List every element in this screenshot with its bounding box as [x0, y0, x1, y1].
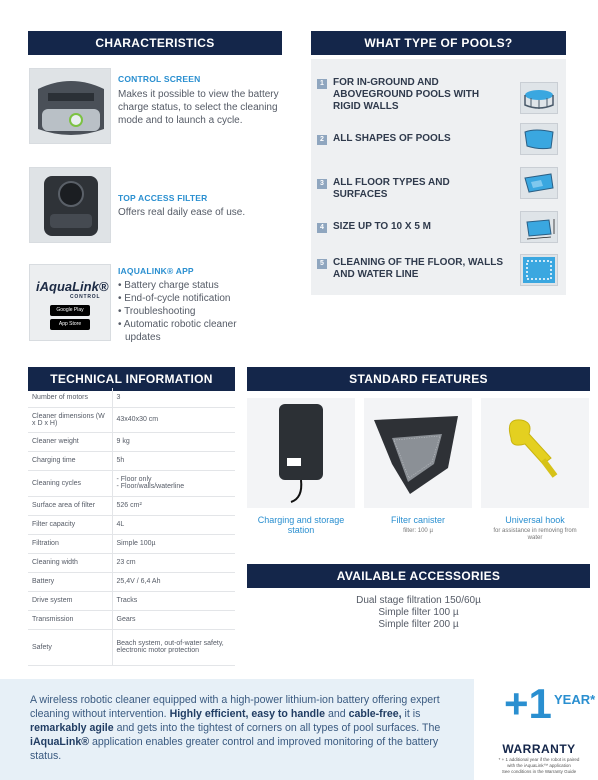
tech-key: Drive system: [28, 591, 112, 610]
top-access-filter-text: Offers real daily ease of use.: [118, 207, 246, 218]
pools-panel: [311, 59, 566, 295]
characteristics-header: [28, 31, 282, 55]
charging-station-title: Charging and storage station: [257, 515, 345, 535]
tech-key: Surface area of filter: [28, 496, 112, 515]
warranty-note-1: * + 1 additional year if the robot is paired: [498, 757, 580, 762]
freeform-pool-icon: [520, 123, 558, 155]
tech-key: Cleaning width: [28, 553, 112, 572]
charging-station-image: [247, 398, 355, 508]
tech-row: [28, 572, 235, 591]
warranty-year: YEAR*: [554, 692, 596, 707]
tech-row: [28, 432, 235, 451]
tech-row: [28, 407, 235, 432]
tech-row: [28, 388, 235, 407]
app-store-badge[interactable]: [50, 319, 90, 330]
pool-number-badge: 2: [317, 135, 327, 145]
floor-type-pool-icon: [520, 167, 558, 199]
pool-label: SIZE UP TO 10 X 5 M: [333, 221, 431, 232]
tech-value: 25,4V / 6,4 Ah: [112, 572, 235, 591]
desc-part: application enables greater control and improved monitoring of the battery status.: [30, 736, 439, 762]
technical-table: [28, 388, 235, 666]
bullet-end-cycle: • End-of-cycle notification: [118, 293, 231, 304]
tech-key: Safety: [28, 629, 112, 665]
bullet-automatic: • Automatic robotic cleaner: [118, 319, 237, 330]
control-screen-text: Makes it possible to view the battery charge status, to select the cleaning mode and to launch a cycle.: [118, 89, 279, 126]
tech-key: Charging time: [28, 451, 112, 470]
characteristics-header-text: CHARACTERISTICS: [95, 36, 215, 50]
pool-number-badge: 4: [317, 223, 327, 233]
tech-key: Number of motors: [28, 388, 112, 407]
tech-value: 9 kg: [112, 432, 235, 451]
pools-header: [311, 31, 566, 55]
tech-row: [28, 591, 235, 610]
warranty-word: WARRANTY: [502, 742, 576, 756]
desc-part: A wireless robotic cleaner equipped with a high-power lithium-ion battery offering expert cleaning without intervention.: [30, 694, 440, 720]
top-access-filter-image: [29, 167, 111, 243]
universal-hook-image: [481, 398, 589, 508]
bullet-battery: • Battery charge status: [118, 280, 219, 291]
tech-row: [28, 470, 235, 496]
warranty-badge: [480, 682, 598, 780]
pool-size-icon: [520, 211, 558, 243]
standard-features-header: [247, 367, 590, 391]
warranty-note-2: with the iAquaLink™ application: [507, 763, 571, 768]
bullet-updates: updates: [125, 332, 161, 343]
warranty-plus-one: +1: [504, 680, 552, 727]
accessories-header-text: AVAILABLE ACCESSORIES: [336, 569, 501, 583]
iaqualink-brand: iAquaLink®: [36, 279, 109, 294]
filter-canister-title: Filter canister: [390, 515, 445, 525]
desc-part: and: [325, 708, 349, 720]
tech-key: Battery: [28, 572, 112, 591]
tech-value: 526 cm²: [112, 496, 235, 515]
tech-row: [28, 610, 235, 629]
accessory-item: Simple filter 200 µ: [378, 619, 459, 630]
tech-key: Filter capacity: [28, 515, 112, 534]
tech-row: [28, 553, 235, 572]
floor-walls-waterline-icon: [520, 254, 558, 286]
pool-label: FOR IN-GROUND AND ABOVEGROUND POOLS WITH RIGID WALLS: [333, 77, 480, 112]
iaqualink-app-logo: [29, 264, 111, 341]
tech-value: 43x40x30 cm: [112, 407, 235, 432]
filter-canister-image: [364, 398, 472, 508]
tech-value: Beach system, out-of-water safety, electronic motor protection: [112, 629, 235, 665]
tech-row: [28, 515, 235, 534]
tech-key: Cleaning cycles: [28, 470, 112, 496]
tech-value: Simple 100µ: [112, 534, 235, 553]
tech-value: 4L: [112, 515, 235, 534]
universal-hook-title: Universal hook: [505, 515, 565, 525]
tech-row: [28, 534, 235, 553]
tech-value: Tracks: [112, 591, 235, 610]
google-play-badge[interactable]: [50, 305, 90, 316]
tech-key: Cleaner weight: [28, 432, 112, 451]
iaqualink-app-title: IAQUALINK® APP: [118, 266, 194, 276]
pool-number-badge: 5: [317, 259, 327, 269]
description-text: [30, 693, 466, 763]
tech-value: 5h: [112, 451, 235, 470]
pools-header-text: WHAT TYPE OF POOLS?: [364, 36, 513, 50]
tech-row: [28, 496, 235, 515]
warranty-note-3: See conditions in the Warranty Guide: [501, 769, 577, 774]
desc-bold: iAquaLink®: [30, 736, 90, 748]
pool-label: CLEANING OF THE FLOOR, WALLS AND WATER LINE: [333, 257, 503, 280]
description-panel: [0, 679, 474, 780]
tech-value: - Floor only - Floor/walls/waterline: [112, 470, 235, 496]
control-screen-image: [29, 68, 111, 144]
tech-key: Transmission: [28, 610, 112, 629]
accessory-item: Simple filter 100 µ: [378, 607, 459, 618]
iaqualink-control-label: CONTROL: [70, 294, 101, 300]
tech-value: 23 cm: [112, 553, 235, 572]
pool-label: ALL SHAPES OF POOLS: [333, 133, 451, 144]
tech-key: Filtration: [28, 534, 112, 553]
accessories-header: [247, 564, 590, 588]
pool-number-badge: 1: [317, 79, 327, 89]
standard-features-header-text: STANDARD FEATURES: [349, 372, 488, 386]
desc-bold: remarkably agile: [30, 722, 114, 734]
tech-value: Gears: [112, 610, 235, 629]
universal-hook-subtitle: for assistance in removing from water: [493, 528, 577, 541]
desc-bold: Highly efficient, easy to handle: [169, 708, 325, 720]
tech-value: 3: [112, 388, 235, 407]
desc-bold: cable-free,: [348, 708, 402, 720]
tech-row: [28, 629, 235, 665]
filter-canister-subtitle: filter: 100 µ: [403, 528, 433, 534]
desc-part: and gets into the tightest of corners on all types of pool surfaces. The: [113, 722, 441, 734]
accessory-item: Dual stage filtration 150/60µ: [356, 595, 481, 606]
pool-number-badge: 3: [317, 179, 327, 189]
control-screen-title: CONTROL SCREEN: [118, 74, 201, 84]
aboveground-pool-icon: [520, 82, 558, 114]
tech-key: Cleaner dimensions (W x D x H): [28, 407, 112, 432]
bullet-troubleshooting: • Troubleshooting: [118, 306, 196, 317]
top-access-filter-title: TOP ACCESS FILTER: [118, 193, 208, 203]
iaqualink-bullets: [118, 279, 280, 344]
app-store-label: App Store: [58, 321, 82, 327]
tech-row: [28, 451, 235, 470]
google-play-label: Google Play: [56, 307, 84, 313]
pool-label: ALL FLOOR TYPES AND SURFACES: [333, 177, 450, 200]
tech-header-text: TECHNICAL INFORMATION: [50, 372, 213, 386]
desc-part: it is: [401, 708, 421, 720]
